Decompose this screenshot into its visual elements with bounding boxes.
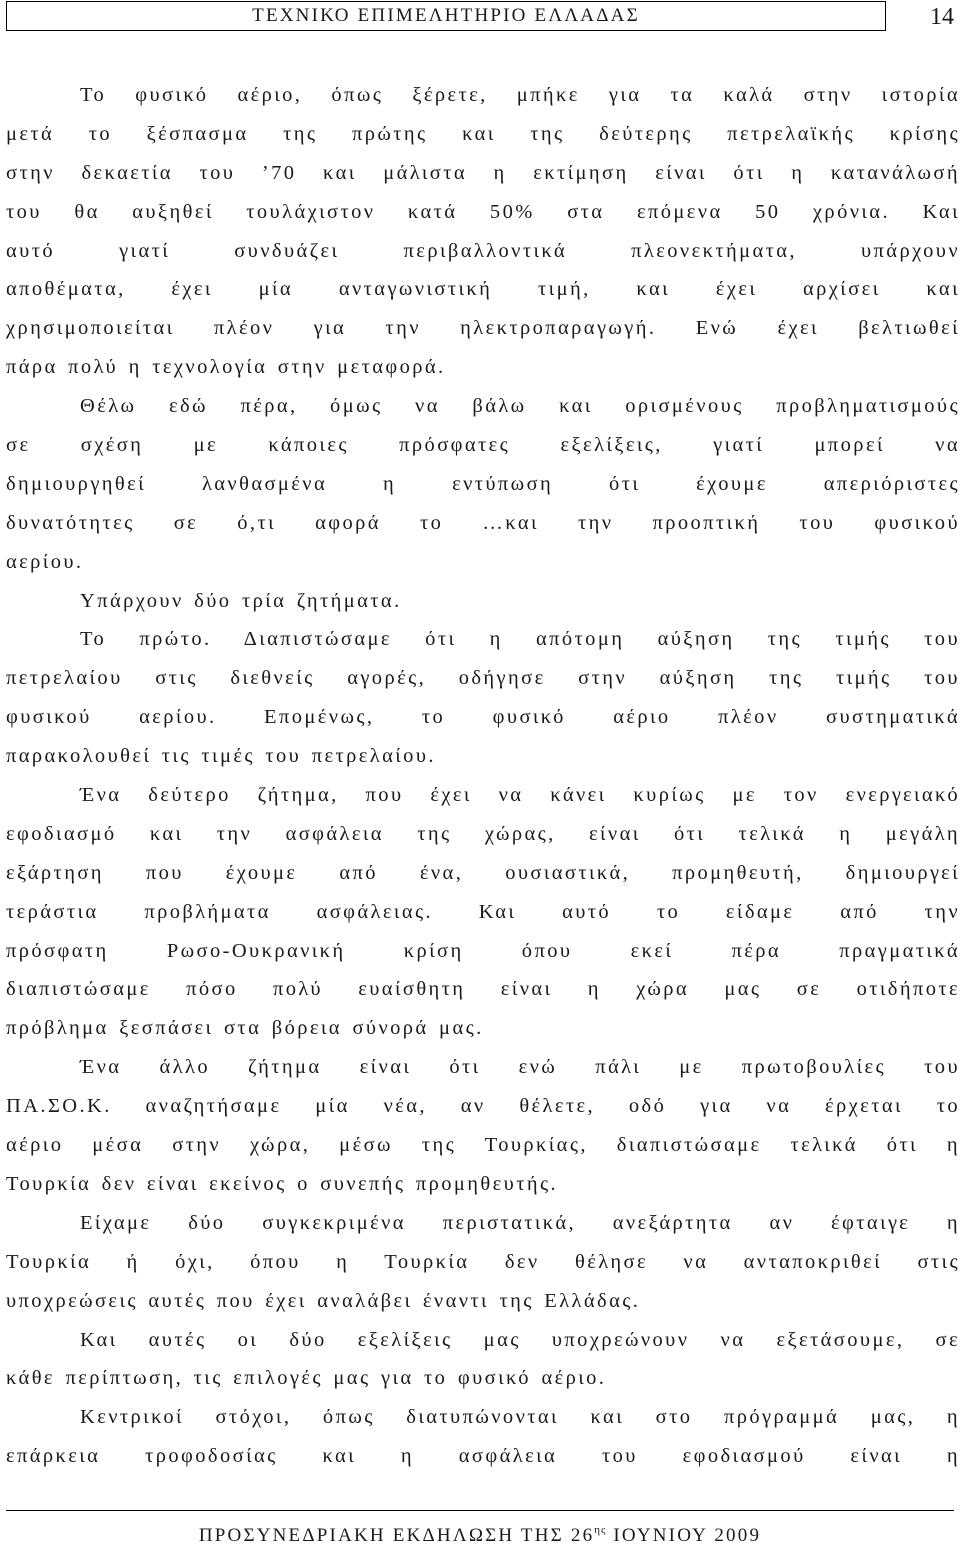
- footer-prefix: ΠΡΟΣΥΝΕΔΡΙΑΚΗ ΕΚΔΗΛΩΣΗ ΤΗΣ 26: [198, 1525, 595, 1546]
- text-line: δυνατότητες σε ό,τι αφορά το …και την προοπτική του φυσικού: [6, 511, 960, 534]
- text-line: υποχρεώσεις αυτές που έχει αναλάβει έναντι της Ελλάδας.: [6, 1289, 641, 1312]
- text-line: κάθε περίπτωση, τις επιλογές μας για το φυσικό αέριο.: [6, 1367, 607, 1390]
- text-line: χρησιμοποιείται πλέον για την ηλεκτροπαραγωγή. Ενώ έχει βελτιωθεί: [6, 317, 960, 340]
- text-line: Το πρώτο. Διαπιστώσαμε ότι η απότομη αύξηση της τιμής του: [80, 628, 960, 651]
- text-line: πρόσφατη Ρωσο-Ουκρανική κρίση όπου εκεί πέρα πραγματικά: [6, 939, 960, 962]
- footer-superscript: ης: [594, 1524, 607, 1536]
- text-line: τεράστια προβλήματα ασφάλειας. Και αυτό το είδαμε από την: [6, 900, 960, 923]
- text-line: στην δεκαετία του ’70 και μάλιστα η εκτίμηση είναι ότι η κατανάλωσή: [6, 161, 960, 184]
- text-line: πάρα πολύ η τεχνολογία στην μεταφορά.: [6, 356, 446, 379]
- text-line: αερίου.: [6, 550, 84, 573]
- text-line: σε σχέση με κάποιες πρόσφατες εξελίξεις, γιατί μπορεί να: [6, 434, 960, 457]
- text-line: διαπιστώσαμε πόσο πολύ ευαίσθητη είναι η χώρα μας σε οτιδήποτε: [6, 978, 960, 1001]
- text-line: αποθέματα, έχει μία ανταγωνιστική τιμή, και έχει αρχίσει και: [6, 278, 960, 301]
- text-line: αυτό γιατί συνδυάζει περιβαλλοντικά πλεονεκτήματα, υπάρχουν: [6, 239, 960, 262]
- text-line: μετά το ξέσπασμα της πρώτης και της δεύτερης πετρελαϊκής κρίσης: [6, 122, 960, 145]
- text-line: Ένα δεύτερο ζήτημα, που έχει να κάνει κυρίως με τον ενεργειακό: [80, 784, 960, 807]
- running-header: [6, 1, 886, 31]
- footer-suffix: ΙΟΥΝΙΟΥ 2009: [606, 1525, 762, 1546]
- text-line: πρόβλημα ξεσπάσει στα βόρεια σύνορά μας.: [6, 1017, 484, 1040]
- text-line: Κεντρικοί στόχοι, όπως διατυπώνονται και στο πρόγραμμά μας, η: [80, 1406, 960, 1429]
- text-line: Τουρκία δεν είναι εκείνος ο συνεπής προμηθευτής.: [6, 1172, 558, 1195]
- document-body: [6, 76, 960, 1476]
- text-line: πετρελαίου στις διεθνείς αγορές, οδήγησε στην αύξηση της τιμής του: [6, 667, 960, 690]
- text-line: φυσικού αερίου. Επομένως, το φυσικό αέριο πλέον συστηματικά: [6, 706, 960, 729]
- text-line: Θέλω εδώ πέρα, όμως να βάλω και ορισμένους προβληματισμούς: [80, 395, 960, 418]
- text-line: Υπάρχουν δύο τρία ζητήματα.: [80, 589, 402, 612]
- text-line: παρακολουθεί τις τιμές του πετρελαίου.: [6, 745, 436, 768]
- text-line: εφοδιασμό και την ασφάλεια της χώρας, είναι ότι τελικά η μεγάλη: [6, 822, 960, 845]
- text-line: αέριο μέσα στην χώρα, μέσω της Τουρκίας, διαπιστώσαμε τελικά ότι η: [6, 1134, 960, 1157]
- text-line: επάρκεια τροφοδοσίας και η ασφάλεια του εφοδιασμού είναι η: [6, 1445, 960, 1468]
- page-number: 14: [930, 4, 954, 30]
- header-title: ΤΕΧΝΙΚΟ ΕΠΙΜΕΛΗΤΗΡΙΟ ΕΛΛΑΔΑΣ: [252, 5, 640, 26]
- running-footer: [6, 1516, 954, 1550]
- text-line: Και αυτές οι δύο εξελίξεις μας υποχρεώνουν να εξετάσουμε, σε: [80, 1328, 960, 1351]
- footer-divider: [6, 1510, 954, 1511]
- text-line: δημιουργηθεί λανθασμένα η εντύπωση ότι έχουμε απεριόριστες: [6, 472, 960, 495]
- text-line: Ένα άλλο ζήτημα είναι ότι ενώ πάλι με πρωτοβουλίες του: [80, 1056, 960, 1079]
- text-line: ΠΑ.ΣΟ.Κ. αναζητήσαμε μία νέα, αν θέλετε, οδό για να έρχεται το: [6, 1095, 960, 1118]
- text-line: εξάρτηση που έχουμε από ένα, ουσιαστικά, προμηθευτή, δημιουργεί: [6, 861, 960, 884]
- text-line: του θα αυξηθεί τουλάχιστον κατά 50% στα επόμενα 50 χρόνια. Και: [6, 200, 960, 223]
- text-line: Τουρκία ή όχι, όπου η Τουρκία δεν θέλησε να ανταποκριθεί στις: [6, 1250, 960, 1273]
- text-line: Είχαμε δύο συγκεκριμένα περιστατικά, ανεξάρτητα αν έφταιγε η: [80, 1211, 960, 1234]
- text-line: Το φυσικό αέριο, όπως ξέρετε, μπήκε για τα καλά στην ιστορία: [80, 84, 960, 106]
